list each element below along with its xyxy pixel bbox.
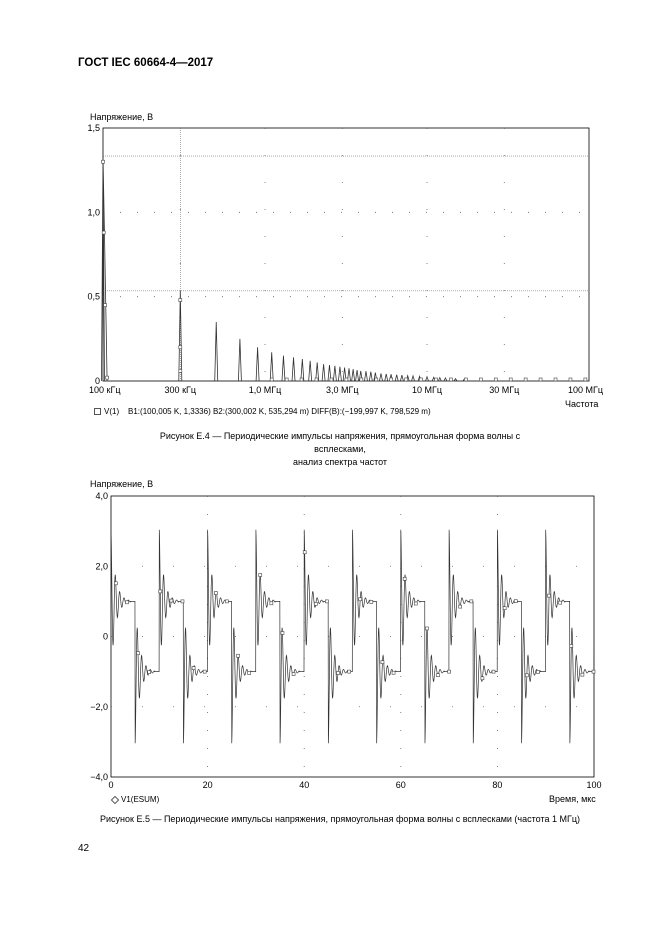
figure-e5-caption: Рисунок Е.5 — Периодические импульсы напряжения, прямоугольная форма волны с всплесками (частота 1 МГц) <box>100 814 580 824</box>
chart2-marker <box>148 671 151 674</box>
chart2-marker <box>525 674 528 677</box>
chart2-marker <box>292 673 295 676</box>
chart2-xtick-label: 40 <box>299 780 310 790</box>
chart2-marker <box>192 667 195 670</box>
chart2-marker <box>137 652 140 655</box>
chart2-ylabel: Напряжение, В <box>90 479 154 489</box>
chart2-marker <box>259 574 262 577</box>
chart2-marker <box>559 601 562 604</box>
chart2-xtick-label: 80 <box>492 780 503 790</box>
chart2-marker <box>536 670 539 673</box>
chart2-ytick-label: 4,0 <box>95 491 108 501</box>
chart2-marker <box>337 671 340 674</box>
chart2-marker <box>436 674 439 677</box>
chart2-waveform <box>111 530 594 744</box>
chart2-marker <box>181 600 184 603</box>
chart2-xtick-label: 0 <box>108 780 114 790</box>
chart2-marker <box>270 602 273 605</box>
chart2-legend <box>112 795 159 804</box>
page-number: 42 <box>78 843 90 854</box>
chart2-marker <box>170 599 173 602</box>
chart1-xtick-label: 30 МГц <box>489 385 520 395</box>
chart1-ytick-label: 0,5 <box>87 291 100 302</box>
chart2-marker <box>303 551 306 554</box>
chart2-marker <box>514 600 517 603</box>
document-header: ГОСТ IEC 60664-4—2017 <box>78 57 214 69</box>
chart2-marker <box>370 600 373 603</box>
chart1-xtick-label: 100 МГц <box>567 385 603 395</box>
chart2-ytick-label: −2,0 <box>90 701 108 712</box>
chart2-marker <box>225 600 228 603</box>
chart1-ytick-label: 1,5 <box>87 123 100 133</box>
legend-diamond-icon <box>111 796 119 804</box>
chart1-xtick-label: 300 кГц <box>164 385 197 395</box>
chart2-marker <box>581 673 584 676</box>
chart1-ytick-label: 0 <box>94 376 100 386</box>
chart1-xlabel: Частота <box>565 399 599 409</box>
chart2-xtick-label: 20 <box>202 780 213 790</box>
chart1-xtick-label: 10 МГц <box>411 385 443 395</box>
chart1-legend-marker: V(1) <box>104 407 120 416</box>
chart2-marker <box>503 607 506 610</box>
chart1-xtick-label: 1,0 МГц <box>248 385 282 395</box>
chart2-marker <box>325 600 328 603</box>
chart2-marker <box>237 654 240 657</box>
chart1-ylabel: Напряжение, В <box>90 112 154 122</box>
chart2-marker <box>470 600 473 603</box>
chart2-marker <box>392 671 395 674</box>
chart2-marker <box>114 582 117 585</box>
chart2-marker <box>381 661 384 664</box>
chart2-marker <box>481 677 484 680</box>
chart2-marker <box>359 598 362 601</box>
chart2-marker <box>214 592 217 595</box>
chart1-xtick-label: 100 кГц <box>89 385 121 395</box>
chart2-marker <box>203 670 206 673</box>
chart2-ytick-label: −4,0 <box>90 772 108 782</box>
chart2-marker <box>570 644 573 647</box>
chart2-marker <box>425 627 428 630</box>
chart2-legend-marker: V1(ESUM) <box>121 795 160 804</box>
chart2-marker <box>414 602 417 605</box>
chart2-marker <box>403 577 406 580</box>
chart2-xtick-label: 100 <box>586 780 602 790</box>
chart2-marker <box>314 602 317 605</box>
chart2-marker <box>448 670 451 673</box>
chart2-marker <box>492 670 495 673</box>
chart2-marker <box>548 594 551 597</box>
chart2-marker <box>459 605 462 608</box>
chart1-xtick-label: 3,0 МГц <box>326 385 359 395</box>
chart2-marker <box>348 670 351 673</box>
figure-e4-caption-line2: анализ спектра частот <box>292 457 388 467</box>
figure-e4-caption-line1: Рисунок Е.4 — Периодические импульсы напряжения, прямоугольная форма волны с всплесками, <box>159 431 521 454</box>
chart2-ytick-label: 2,0 <box>95 561 108 572</box>
chart2-marker <box>281 631 284 634</box>
chart2-marker <box>159 590 162 593</box>
chart2-marker <box>125 601 128 604</box>
chart2-marker <box>248 671 251 674</box>
chart2-xlabel: Время, мкс <box>549 794 596 804</box>
chart2-marker <box>592 670 595 673</box>
chart2-xtick-label: 60 <box>395 780 406 790</box>
chart2-ytick-label: 0 <box>102 631 108 642</box>
chart1-legend-text: B1:(100,005 K, 1,3336) B2:(300,002 K, 535,294 m) DIFF(B):(−199,997 K, 798,529 m) <box>128 407 431 416</box>
chart1-ytick-label: 1,0 <box>87 207 100 218</box>
